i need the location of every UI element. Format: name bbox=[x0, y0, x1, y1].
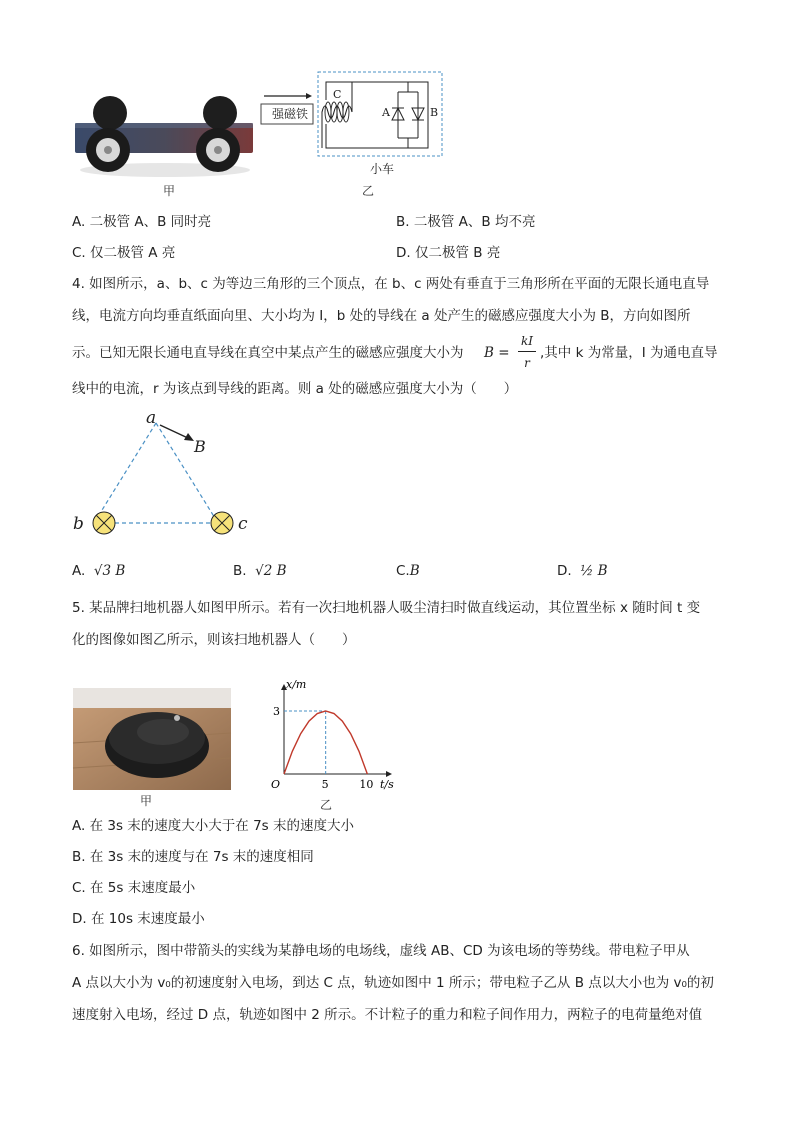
q5-text-line2: 化的图像如图乙所示，则该扫地机器人（ ） bbox=[72, 632, 356, 648]
x-tick-label: 10 bbox=[359, 778, 374, 791]
robot-vacuum-photo bbox=[73, 688, 231, 790]
q6-text-line3: 速度射入电场，经过 D 点，轨迹如图中 2 所示。不计粒子的重力和粒子间作用力，两粒子的电荷量绝对值 bbox=[72, 1007, 703, 1023]
magnet-label: 强磁铁 bbox=[271, 107, 308, 121]
fraction-bar bbox=[518, 351, 536, 352]
q4-text-line4: 线中的电流，r 为该点到导线的距离。则 a 处的磁感应强度大小为（ ） bbox=[72, 381, 518, 397]
formula-numerator: kI bbox=[520, 334, 533, 348]
triangle-figure bbox=[70, 405, 260, 540]
graph-caption: 乙 bbox=[320, 798, 333, 812]
y-tick-label: 3 bbox=[273, 705, 280, 718]
q3-option-b: B. 二极管 A、B 均不亮 bbox=[396, 214, 536, 230]
cart-label: 小车 bbox=[370, 162, 395, 176]
vertex-c-label: c bbox=[238, 514, 248, 534]
q4-text-line2: 线，电流方向均垂直纸面向里、大小均为 I，b 处的导线在 a 处产生的磁感应强度大小为 B，方向如图所 bbox=[72, 308, 691, 324]
vertex-a-label: a bbox=[146, 408, 157, 428]
q6-text-line1: 6. 如图所示，图中带箭头的实线为某静电场的电场线，虚线 AB、CD 为该电场的等势线。带电粒子甲从 bbox=[72, 943, 690, 959]
robot-caption: 甲 bbox=[140, 794, 153, 808]
q3-option-a: A. 二极管 A、B 同时亮 bbox=[72, 214, 212, 230]
q5-option-a: A. 在 3s 末的速度大小大于在 7s 末的速度大小 bbox=[72, 818, 355, 834]
circuit-figure bbox=[256, 68, 451, 180]
q5-text-line1: 5. 某品牌扫地机器人如图甲所示。若有一次扫地机器人吸尘清扫时做直线运动，其位置坐标 x 随时间 t 变 bbox=[72, 600, 701, 616]
q6-text-line2: A 点以大小为 v₀的初速度射入电场，到达 C 点，轨迹如图中 1 所示；带电粒子乙从 B 点以大小也为 v₀的初 bbox=[72, 975, 714, 991]
current-into-page-icon bbox=[93, 512, 233, 534]
q4-option-d: D. ½ B bbox=[557, 563, 608, 579]
origin-label: O bbox=[271, 778, 281, 791]
formula-lhs: B = bbox=[484, 345, 510, 361]
x-axis-label: t/s bbox=[380, 778, 394, 791]
figure-caption-left: 甲 bbox=[163, 184, 176, 198]
diode-a-label: A bbox=[382, 106, 390, 119]
vertex-b-label: b bbox=[73, 514, 84, 534]
q3-option-d: D. 仅二极管 B 亮 bbox=[396, 245, 501, 261]
x-axis-arrow-icon bbox=[386, 771, 392, 777]
q4-option-a: A. √3 B bbox=[72, 563, 126, 579]
q3-option-c: C. 仅二极管 A 亮 bbox=[72, 245, 176, 261]
x-tick-label: 5 bbox=[321, 778, 329, 791]
q5-option-d: D. 在 10s 末速度最小 bbox=[72, 911, 205, 927]
q5-option-b: B. 在 3s 末的速度与在 7s 末的速度相同 bbox=[72, 849, 314, 865]
y-axis-label: x/m bbox=[286, 678, 307, 691]
position-time-chart bbox=[262, 678, 394, 797]
q4-option-b: B. √2 B bbox=[233, 563, 287, 579]
field-b-label: B bbox=[194, 437, 206, 456]
q4-text-line3: 示。已知无限长通电直导线在真空中某点产生的磁感应强度大小为 B = kI r ,其中 k 为常量，I 为通电直导 bbox=[72, 343, 464, 363]
magnet-car-figure bbox=[70, 95, 260, 180]
coil-label: C bbox=[333, 88, 342, 101]
q4-option-c: C.B bbox=[396, 563, 420, 579]
q5-option-c: C. 在 5s 末速度最小 bbox=[72, 880, 196, 896]
figure-caption-right: 乙 bbox=[362, 184, 375, 198]
diode-b-label: B bbox=[430, 106, 439, 119]
formula-denominator: r bbox=[524, 356, 530, 370]
q4-text-line1: 4. 如图所示，a、b、c 为等边三角形的三个顶点，在 b、c 两处有垂直于三角形所在平面的无限长通电直导 bbox=[72, 276, 710, 292]
